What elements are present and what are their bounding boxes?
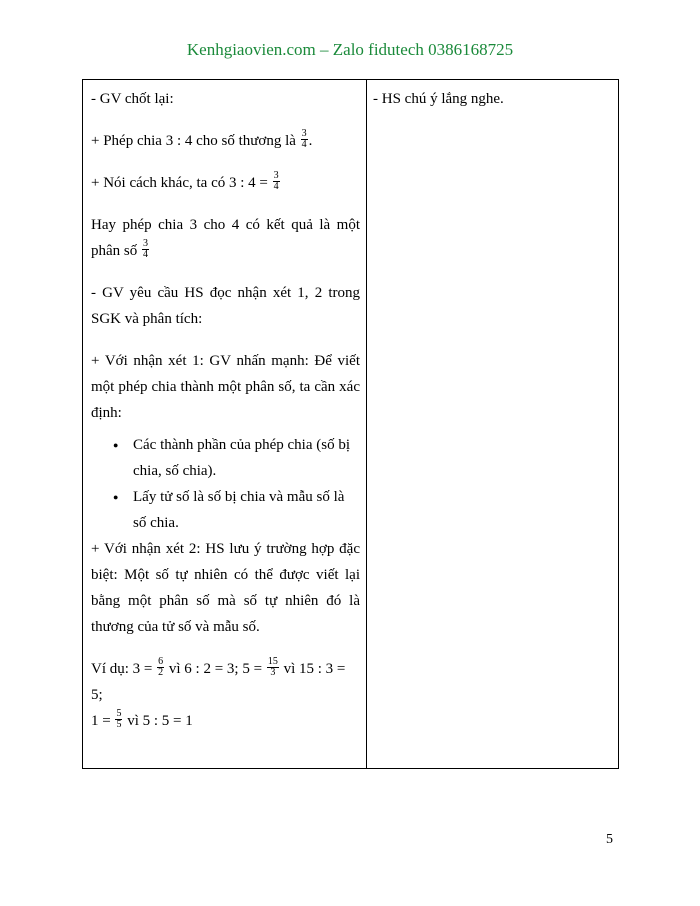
fraction-5-5: $\frac{5}{5}$ <box>116 708 122 731</box>
division-result-line: + Phép chia 3 : 4 cho số thương là $\frac{3}{4}$ . <box>91 128 313 151</box>
header-contact[interactable]: Zalo fidutech 0386168725 <box>332 40 514 59</box>
gv-conclusion: - GV chốt lại: <box>91 91 174 107</box>
list-item: ● Các thành phần của phép chia (số bị chia, số chia). <box>133 432 360 484</box>
page-header <box>0 40 700 60</box>
lesson-table <box>82 79 619 769</box>
read-remarks-instruction: - GV yêu cầu HS đọc nhận xét 1, 2 trong SGK và phân tích: <box>91 285 360 327</box>
fraction-result-paragraph: Hay phép chia 3 cho 4 có kết quả là một phân số $\frac{3}{4}$ <box>91 217 360 261</box>
header-separator: – <box>315 40 333 59</box>
example-line-2: 1 = $\frac{5}{5}$ vì 5 : 5 = 1 <box>91 708 193 731</box>
list-item: ● Lấy tử số là số bị chia và mẫu số là số chia. <box>133 484 360 536</box>
example-line-1: Ví dụ: 3 = $\frac{6}{2}$ vì 6 : 2 = 3; 5 = $\frac{15}{3}$ vì 15 : 3 = 5; <box>91 656 346 703</box>
fraction-3-4: $\frac{3}{4}$ <box>301 128 307 151</box>
header-site[interactable]: Kenhgiaovien.com <box>186 40 316 59</box>
student-listen: - HS chú ý lắng nghe. <box>373 91 504 107</box>
teacher-activity-cell <box>83 80 367 769</box>
remark-1-bullets <box>91 432 360 536</box>
student-activity-cell <box>367 80 619 769</box>
remark-2-paragraph: + Với nhận xét 2: HS lưu ý trường hợp đặc biệt: Một số tự nhiên có thể được viết lại bằng một phân số mà số tự nhiên đó là thương của tử số và mẫu số. <box>91 541 360 635</box>
fraction-6-2: $\frac{6}{2}$ <box>158 656 164 679</box>
fraction-3-4: $\frac{3}{4}$ <box>143 238 148 261</box>
page-number: 5 <box>606 832 613 847</box>
fraction-3-4: $\frac{3}{4}$ <box>273 170 279 193</box>
remark-1-paragraph: + Với nhận xét 1: GV nhấn mạnh: Để viết một phép chia thành một phân số, ta cần xác định: <box>91 353 360 421</box>
alternative-statement: + Nói cách khác, ta có 3 : 4 = $\frac{3}{4}$ <box>91 170 279 193</box>
fraction-15-3: $\frac{15}{3}$ <box>267 656 278 679</box>
